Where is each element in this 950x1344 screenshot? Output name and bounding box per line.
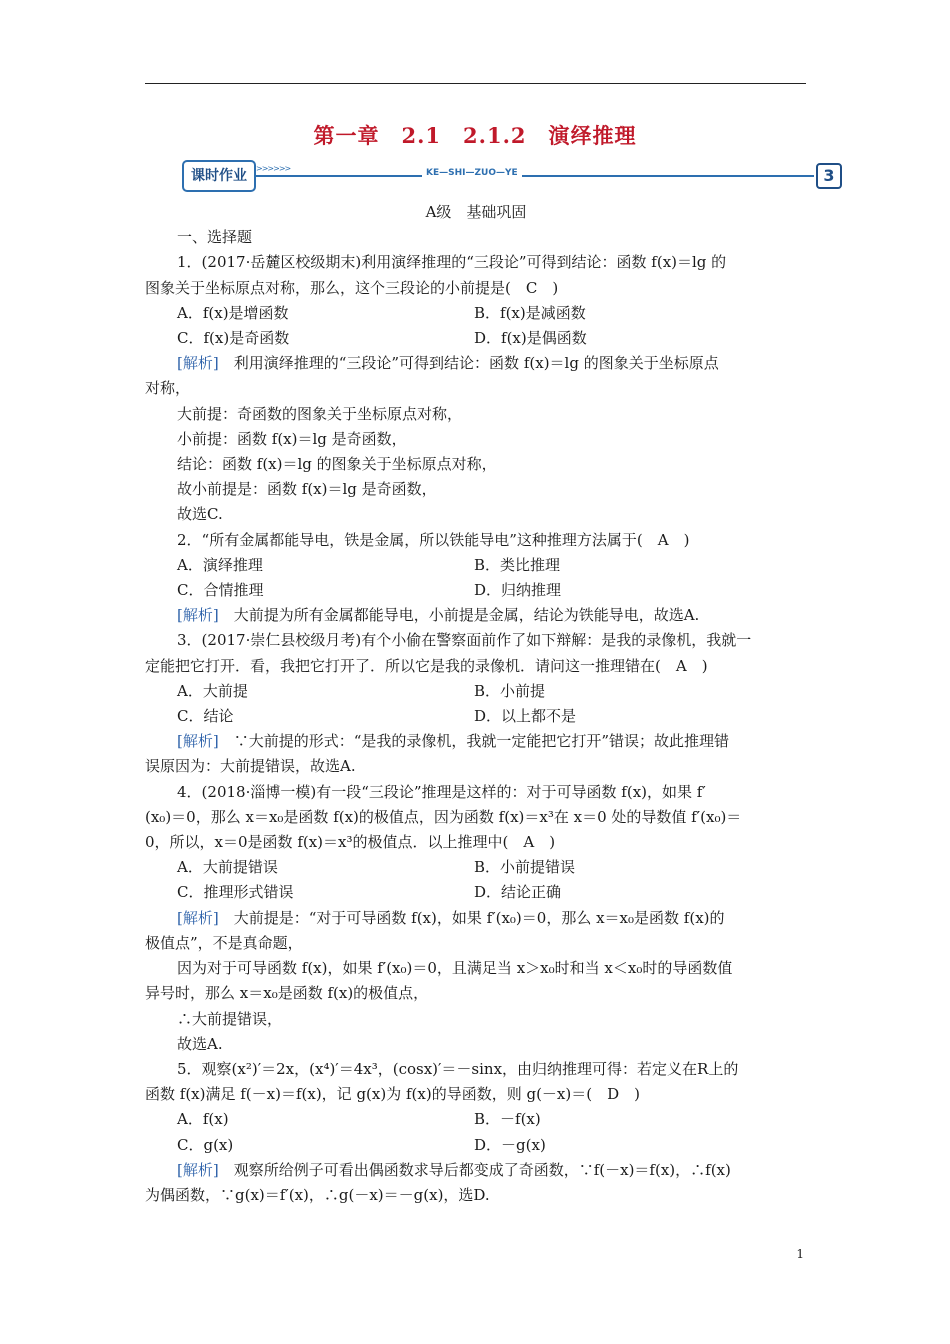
q1-analysis-line: 小前提：函数 f(x)＝lg 是奇函数， (177, 429, 407, 448)
q1-stem-cont: 图象关于坐标原点对称，那么，这个三段论的小前提是( C ) (145, 278, 559, 297)
page-number: 1 (796, 1247, 804, 1261)
q1-option-d: D．f(x)是偶函数 (474, 329, 587, 348)
q1-option-b: B．f(x)是减函数 (474, 303, 586, 322)
q2-stem: 2．“所有金属都能导电，铁是金属，所以铁能导电”这种推理方法属于( A ) (177, 530, 690, 549)
banner-number: 3 (816, 163, 842, 189)
document-body (145, 200, 807, 1208)
q5-option-d: D．－g(x) (474, 1135, 546, 1154)
q3-option-c: C．结论 (177, 707, 234, 726)
q3-stem-cont: 定能把它打开．看，我把它打开了．所以它是我的录像机．请问这一推理错在( A ) (145, 656, 708, 675)
q4-options-row2 (145, 880, 807, 905)
q4-analysis-line: 极值点”，不是真命题， (145, 933, 303, 952)
q1-options-row1 (145, 301, 807, 326)
q4-analysis-line: 故选A. (177, 1034, 223, 1053)
q4-analysis: [解析] 大前提是：“对于可导函数 f(x)，如果 f′(x₀)＝0，那么 x＝x₀是函数 f(x)的 (177, 908, 725, 927)
q1-stem: 1．(2017·岳麓区校级期末)利用演绎推理的“三段论”可得到结论：函数 f(x)＝lg 的 (177, 253, 727, 272)
q1-analysis-line: 对称， (145, 379, 191, 398)
q2-options-row1 (145, 553, 807, 578)
q3-option-d: D．以上都不是 (474, 707, 577, 726)
analysis-tag: [解析] (177, 354, 219, 373)
q4-stem: 4．(2018·淄博一模)有一段“三段论”推理是这样的：对于可导函数 f(x)，如果 f′ (177, 782, 706, 801)
q1-option-a: A．f(x)是增函数 (177, 303, 289, 322)
q5-analysis: [解析] 观察所给例子可看出偶函数求导后都变成了奇函数，∵f(－x)＝f(x)，∴f(x) (177, 1160, 731, 1179)
q2-analysis: [解析] 大前提为所有金属都能导电，小前提是金属，结论为铁能导电，故选A. (177, 606, 700, 625)
q2-option-a: A．演绎推理 (177, 555, 263, 574)
q1-analysis-line: 故小前提是：函数 f(x)＝lg 是奇函数， (177, 480, 437, 499)
q5-stem-cont: 函数 f(x)满足 f(－x)＝f(x)，记 g(x)为 f(x)的导函数，则 g(－x)＝( D ) (145, 1085, 640, 1104)
analysis-tag: [解析] (177, 908, 219, 927)
q5-stem: 5．观察(x²)′＝2x，(x⁴)′＝4x³，(cosx)′＝－sinx，由归纳推理可得：若定义在R上的 (177, 1059, 739, 1078)
banner-label: 课时作业 (182, 160, 256, 192)
q3-option-b: B．小前提 (474, 681, 546, 700)
section-heading: 一、选择题 (177, 228, 253, 247)
level-heading: A级 基础巩固 (425, 203, 527, 221)
q5-option-a: A．f(x) (177, 1110, 229, 1129)
q3-options-row1 (145, 679, 807, 704)
q4-stem-cont: (x₀)＝0，那么 x＝x₀是函数 f(x)的极值点，因为函数 f(x)＝x³在 x＝0 处的导数值 f′(x₀)＝ (145, 807, 742, 826)
top-rule (145, 83, 806, 84)
q2-option-d: D．归纳推理 (474, 581, 562, 600)
q4-option-b: B．小前提错误 (474, 858, 576, 877)
q3-stem: 3．(2017·崇仁县校级月考)有个小偷在警察面前作了如下辩解：是我的录像机，我就一 (177, 631, 752, 650)
q5-analysis-line: 为偶函数，∵g(x)＝f′(x)，∴g(－x)＝－g(x)，选D. (145, 1185, 490, 1204)
banner-chevrons: >>>>>> (256, 164, 291, 173)
q4-stem-cont: 0，所以，x＝0是函数 f(x)＝x³的极值点．以上推理中( A ) (145, 833, 556, 852)
q5-option-c: C．g(x) (177, 1135, 234, 1154)
analysis-tag: [解析] (177, 606, 219, 625)
q4-option-d: D．结论正确 (474, 883, 562, 902)
q1-analysis: [解析] 利用演绎推理的“三段论”可得到结论：函数 f(x)＝lg 的图象关于坐标原点 (177, 354, 719, 373)
q3-options-row2 (145, 704, 807, 729)
q5-options-row2 (145, 1133, 807, 1158)
q3-analysis: [解析] ∵大前提的形式：“是我的录像机，我就一定能把它打开”错误；故此推理错 (177, 732, 730, 751)
q4-option-a: A．大前提错误 (177, 858, 278, 877)
q1-option-c: C．f(x)是奇函数 (177, 329, 290, 348)
q3-analysis-line: 误原因为：大前提错误，故选A. (145, 757, 356, 776)
chapter-title: 第一章 2.1 2.1.2 演绎推理 (313, 123, 637, 148)
q5-options-row1 (145, 1107, 807, 1132)
q4-option-c: C．推理形式错误 (177, 883, 294, 902)
q5-option-b: B．－f(x) (474, 1110, 541, 1129)
q4-analysis-line: 因为对于可导函数 f(x)，如果 f′(x₀)＝0，且满足当 x＞x₀时和当 x＜x₀时的导函数值 (177, 959, 733, 978)
q1-analysis-line: 大前提：奇函数的图象关于坐标原点对称， (177, 404, 463, 423)
q4-options-row1 (145, 855, 807, 880)
q1-analysis-line: 结论：函数 f(x)＝lg 的图象关于坐标原点对称， (177, 455, 497, 474)
q4-analysis-line: ∴大前提错误， (177, 1009, 283, 1028)
q2-option-b: B．类比推理 (474, 555, 561, 574)
banner-pinyin: KE—SHI—ZUO—YE (422, 168, 522, 178)
analysis-tag: [解析] (177, 732, 219, 751)
analysis-tag: [解析] (177, 1160, 219, 1179)
homework-banner (182, 160, 842, 192)
q3-option-a: A．大前提 (177, 681, 248, 700)
q2-option-c: C．合情推理 (177, 581, 264, 600)
banner-line (256, 175, 814, 177)
q4-analysis-line: 异号时，那么 x＝x₀是函数 f(x)的极值点， (145, 984, 429, 1003)
q1-options-row2 (145, 326, 807, 351)
q2-options-row2 (145, 578, 807, 603)
q1-analysis-line: 故选C. (177, 505, 223, 524)
